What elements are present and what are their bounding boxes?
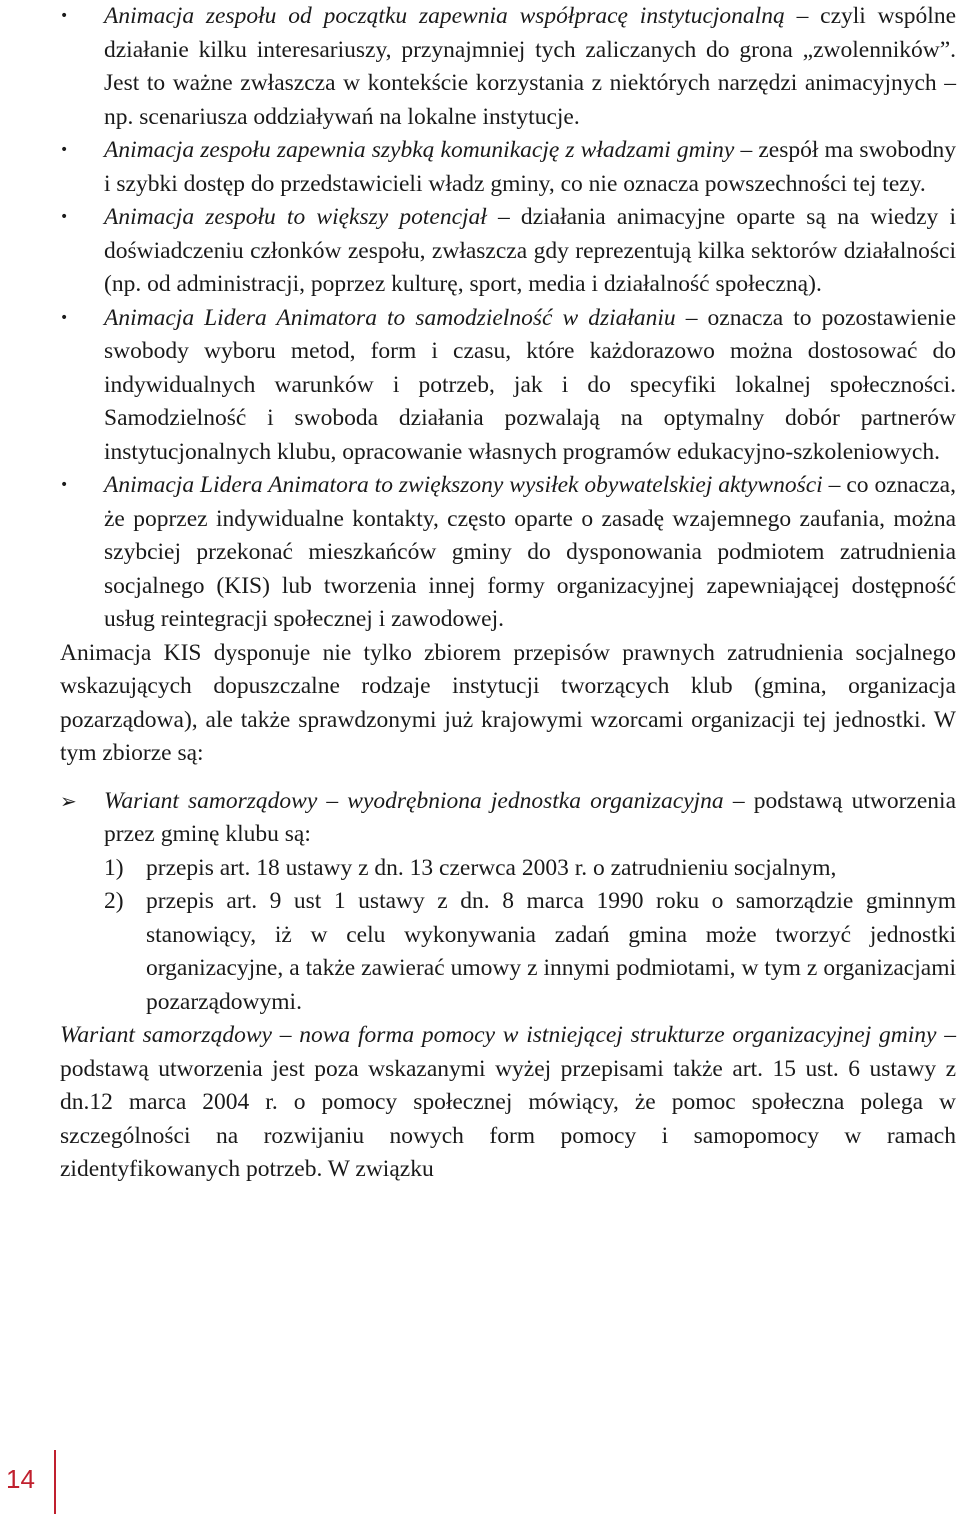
arrow-bullet-icon: ➢ — [60, 788, 77, 813]
numbered-item: 1) przepis art. 18 ustawy z dn. 13 czerwca 2003 r. o zatrudnieniu socjalnym, — [104, 854, 837, 881]
list-item: • Animacja zespołu zapewnia szybką komunikację z władzami gminy – zespół ma swobodny i szybki dostęp do przedstawicieli władz gminy, co nie oznacza powszechności tej tezy. — [60, 134, 956, 201]
benefits-list — [60, 0, 956, 637]
variant-list — [60, 785, 956, 1020]
list-item: • Animacja zespołu od początku zapewnia współpracę instytucjonalną – czyli wspólne działanie kilku interesariuszy, przynajmniej tych zaliczanych do grona „zwolenników”. Jest to ważne zwłaszcza w kontekście korzystania z niektórych narzędzi animacyjnych – np. scenariusza oddziaływań na lokalne instytucje. — [60, 0, 956, 134]
list-item: • Animacja zespołu to większy potencjał – działania animacyjne oparte są na wiedzy i doświadczeniu członków zespołu, zwłaszcza gdy reprezentują kilka sektorów działalności (np. od administracji, poprzez kulturę, sport, media i działalność społeczną). — [60, 201, 956, 302]
body-paragraph: Animacja KIS dysponuje nie tylko zbiorem przepisów prawnych zatrudnienia socjalnego wskazujących dopuszczalne rodzaje instytucji tworzących klub (gmina, organizacja pozarządowa), ale także sprawdzonymi już krajowymi wzorcami organizacji tej jednostki. W tym zbiorze są: — [60, 639, 956, 766]
numbered-list — [104, 852, 956, 1020]
page-footer — [0, 1440, 100, 1520]
list-item: • Animacja Lidera Animatora to zwiększony wysiłek obywatelskiej aktywności – co oznacza, że poprzez indywidualne kontakty, często oparte o zasadę wzajemnego zaufania, można szybciej przekonać mieszkańców gminy do dysponowania podmiotem zatrudnienia socjalnego (KIS) lub tworzenia innej formy organizacyjnej zapewniającej dostępność usług reintegracji społecznej i zawodowej. — [60, 469, 956, 637]
body-paragraph: Wariant samorządowy – nowa forma pomocy w istniejącej strukturze organizacyjnej gminy – podstawą utworzenia jest poza wskazanymi wyżej przepisami także art. 15 ust. 6 ustawy z dn.12 marca 2004 r. o pomocy społecznej mówiący, że pomoc społeczna polega w szczególności na rozwijaniu nowych form pomocy i samopomocy w ramach zidentyfikowanych potrzeb. W związku — [60, 1022, 956, 1182]
list-item: • Animacja Lidera Animatora to samodzielność w działaniu – oznacza to pozostawienie swobody wyboru metod, form i czasu, które każdorazowo można dostosować do indywidualnych warunków i potrzeb, jak i do specyfiki lokalnej społeczności. Samodzielność i swoboda działania pozwalają na optymalny dobór partnerów instytucjonalnych klubu, opracowanie własnych programów edukacyjno-szkoleniowych. — [60, 302, 956, 470]
page-rule-divider — [54, 1450, 56, 1514]
variant-item: ➢ Wariant samorządowy – wyodrębniona jednostka organizacyjna – podstawą utworzenia przez gminę klubu są: 1) przepis art. 18 ustawy z dn. 13 czerwca 2003 r. o zatrudnieniu socjalnym, 2) przepis art. 9 ust 1 ustawy z dn. 8 marca 1990 roku o samorządzie gminnym stanowiący, iż w celu wykonywania zadań gmina może tworzyć jednostki organizacyjne, a także zawierać umowy z innymi podmiotami, w tym z organizacjami pozarządowymi. — [60, 785, 956, 1020]
page-number: 14 — [6, 1464, 35, 1494]
document-page — [60, 0, 956, 1187]
numbered-item: 2) przepis art. 9 ust 1 ustawy z dn. 8 marca 1990 roku o samorządzie gminnym stanowiący, iż w celu wykonywania zadań gmina może tworzyć jednostki organizacyjne, a także zawierać umowy z innymi podmiotami, w tym z organizacjami pozarządowymi. — [104, 888, 956, 1015]
